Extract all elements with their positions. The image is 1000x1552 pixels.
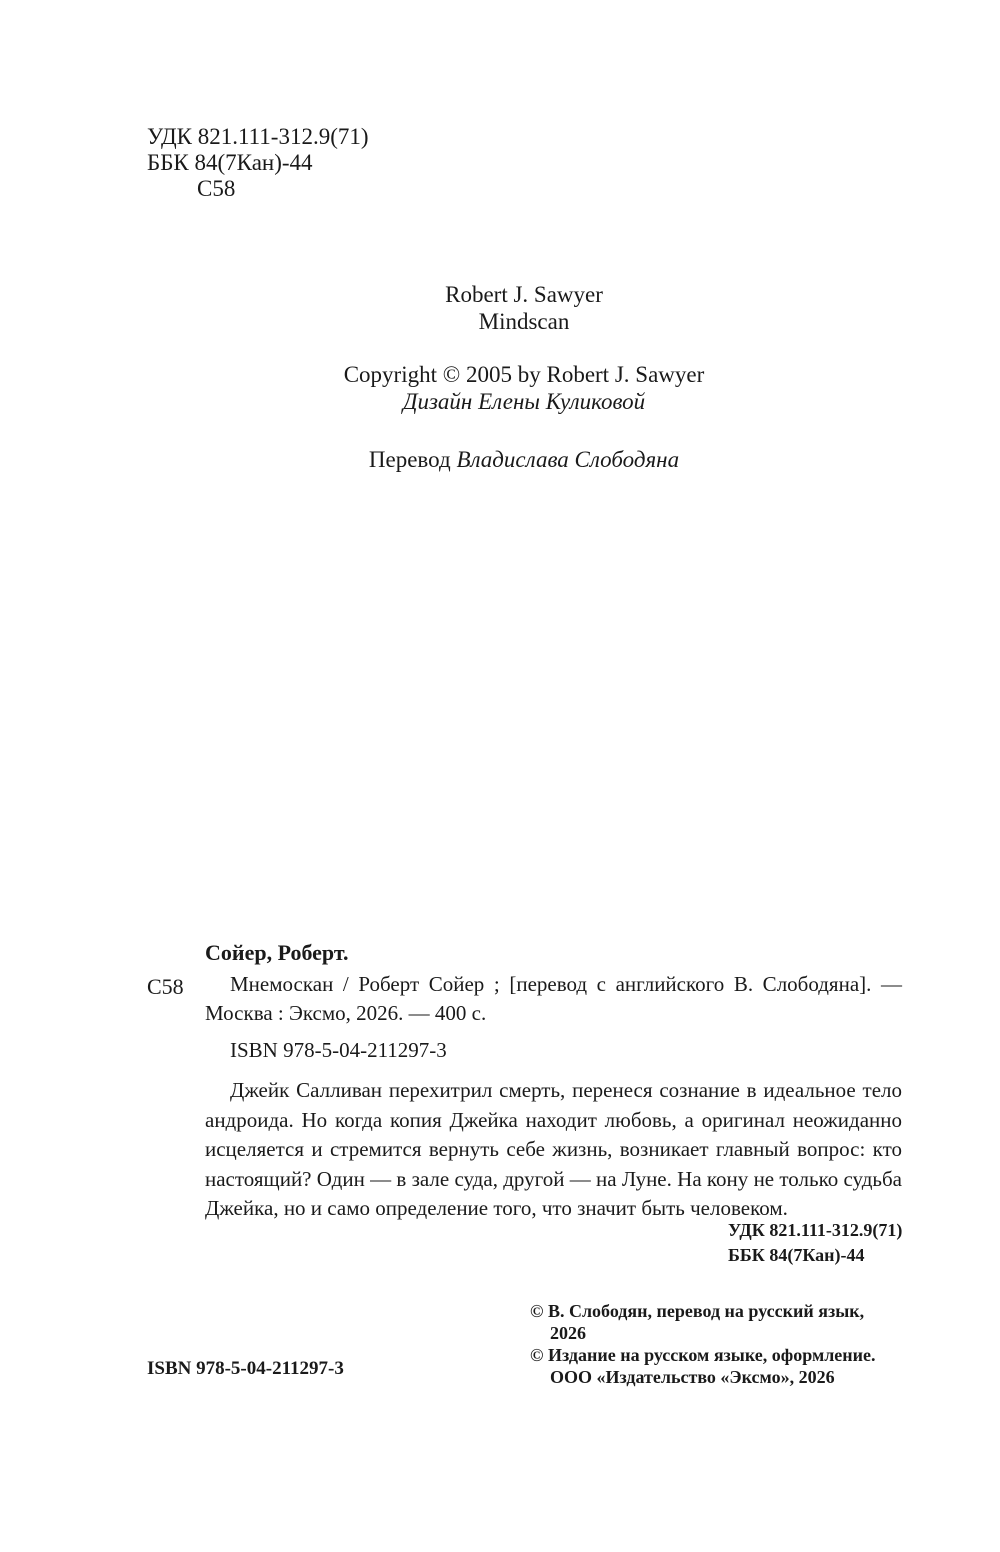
copyright-translation-line2: 2026 xyxy=(550,1323,586,1343)
copyright-translation xyxy=(530,1300,876,1344)
original-title: Mindscan xyxy=(478,309,570,334)
bibliographic-description-text: Мнемоскан / Роберт Сойер ; [перевод с английского В. Слободяна]. — Москва : Эксмо, 2026. — 400 с. xyxy=(205,972,902,1025)
footer-codes xyxy=(728,1218,902,1268)
original-author: Robert J. Sawyer xyxy=(445,282,603,307)
copyright-edition-line1: © Издание на русском языке, оформление. xyxy=(530,1345,876,1365)
footer-udk: УДК 821.111-312.9(71) xyxy=(728,1220,903,1240)
bibliographic-heading: Сойер, Роберт. xyxy=(205,940,349,965)
annotation-text: Джейк Салливан перехитрил смерть, перенеся сознание в идеальное тело андроида. Но когда копия Джейка находит любовь, а оригинал неожиданно исцеляется и стремится вернуть себе жизнь, возникает главный вопрос: кто настоящий? Один — в зале суда, другой — на Луне. На кону не только судьба Джейка, но и само определение того, что значит быть человеком. xyxy=(205,1078,902,1220)
translation-credit xyxy=(0,446,1000,474)
copyright-edition xyxy=(530,1344,876,1388)
author-sign: С58 xyxy=(197,176,236,201)
bibliographic-description xyxy=(205,970,902,1028)
copyright-line: Copyright © 2005 by Robert J. Sawyer xyxy=(343,362,705,387)
design-prefix: Дизайн xyxy=(402,389,473,414)
design-name: Елены Куликовой xyxy=(478,389,646,414)
translation-name: Владислава Слободяна xyxy=(456,447,680,472)
copyright-block xyxy=(530,1300,876,1388)
footer-bbk: ББК 84(7Кан)-44 xyxy=(728,1245,865,1265)
footer-isbn: ISBN 978-5-04-211297-3 xyxy=(147,1358,344,1379)
copyright-translation-line1: © В. Слободян, перевод на русский язык, xyxy=(530,1301,865,1321)
copyright-edition-line2: ООО «Издательство «Эксмо», 2026 xyxy=(550,1367,835,1387)
bibliographic-author-sign: С58 xyxy=(147,974,184,999)
udk-code: УДК 821.111-312.9(71) xyxy=(147,124,369,149)
annotation xyxy=(205,1076,902,1224)
bibliographic-isbn: ISBN 978-5-04-211297-3 xyxy=(230,1038,447,1062)
translation-prefix: Перевод xyxy=(368,447,451,472)
design-credit xyxy=(0,388,1000,416)
bbk-code: ББК 84(7Кан)-44 xyxy=(147,150,313,175)
